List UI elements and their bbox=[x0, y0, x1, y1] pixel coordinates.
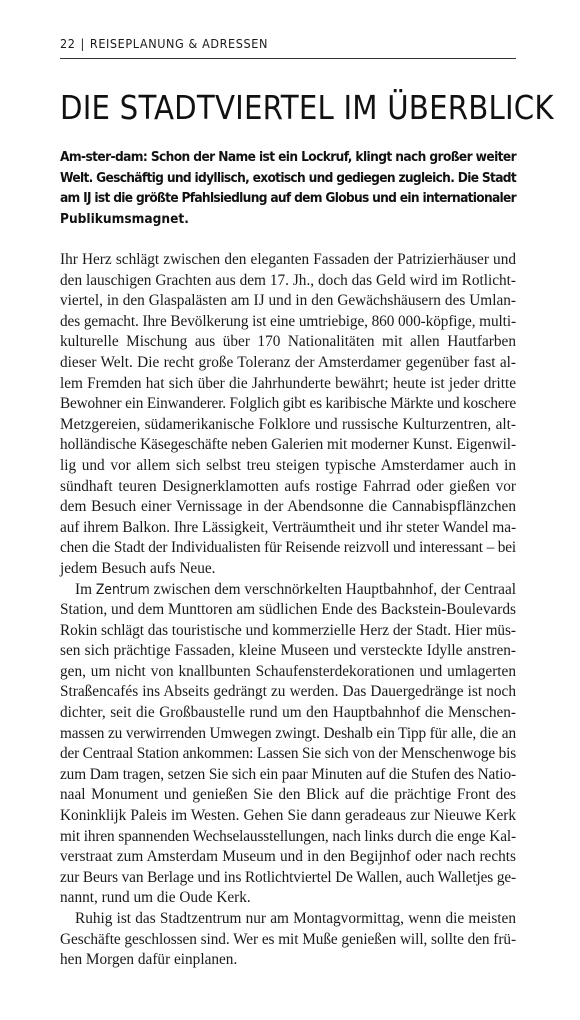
text-fragment: Im bbox=[75, 580, 96, 598]
text-line: zum Dam tragen, setzen Sie sich ein paar Minuten auf die Stufen des Natio- bbox=[60, 765, 516, 783]
text-line: Rokin schlägt das touristische und kommerzielle Herz der Stadt. Hier müs- bbox=[60, 621, 516, 639]
text-line: dieser Welt. Die recht große Toleranz der Amsterdamer gegenüber fast al- bbox=[60, 353, 516, 371]
header-separator: | bbox=[80, 36, 85, 51]
text-line: Straßencafés ins Abseits gedrängt zu werden. Das Dauergedränge ist noch bbox=[60, 683, 516, 701]
text-line: lig und vor allem sich selbst treu steigen typische Amsterdamer auch in bbox=[60, 456, 516, 474]
text-line: lem Fremden hat sich über die Jahrhunderte bewährt; heute ist jeder dritte bbox=[60, 374, 516, 392]
lead-line: Publikumsmagnet. bbox=[60, 210, 189, 227]
page-title: DIE STADTVIERTEL IM ÜBERBLICK bbox=[60, 88, 554, 127]
text-line: Geschäfte geschlossen sind. Wer es mit Muße genießen will, sollte den frü- bbox=[60, 930, 516, 948]
text-line: massen zu verwirrenden Umwegen zwingt. Deshalb ein Tipp für alle, die an bbox=[60, 724, 516, 742]
paragraph-2 bbox=[60, 580, 516, 910]
text-line: der Centraal Station ankommen: Lassen Sie sich von der Menschenwoge bis bbox=[60, 745, 516, 763]
text-line: dem Besuch einer Vernissage in der Abendsonne die Cannabispflänzchen bbox=[60, 498, 516, 516]
paragraph-1 bbox=[60, 250, 516, 580]
text-line: holländische Käsegeschäfte neben Galerien mit moderner Kunst. Eigenwil- bbox=[60, 436, 517, 454]
text-line: hen Morgen dafür einplanen. bbox=[60, 951, 238, 969]
header-rule bbox=[60, 58, 516, 59]
district-keyword: Zentrum bbox=[95, 581, 150, 598]
text-line: Ihr Herz schlägt zwischen den eleganten Fassaden der Patrizierhäuser und bbox=[60, 251, 516, 268]
text-line: naal Monument und genießen Sie den Blick auf die prächtige Front des bbox=[60, 786, 516, 804]
body-text bbox=[60, 250, 516, 971]
text-line: viertel, in den Glaspalästen am IJ und in den Gewächshäusern des Umlan- bbox=[60, 292, 516, 310]
text-line: den lauschigen Grachten aus dem 17. Jh., doch das Geld wird im Rotlicht- bbox=[60, 271, 516, 289]
text-line: nannt, rund um die Oude Kerk. bbox=[60, 889, 251, 907]
running-header bbox=[60, 36, 516, 51]
text-line: Station, und dem Munttoren am südlichen Ende des Backstein-Boulevards bbox=[60, 601, 516, 619]
lead-paragraph bbox=[60, 147, 516, 229]
text-line: mit ihren spannenden Wechselausstellungen, nach links durch die enge Kal- bbox=[60, 827, 516, 845]
lead-line: am IJ ist die größte Pfahlsiedlung auf dem Globus und ein internationaler bbox=[60, 190, 516, 206]
lead-line: Welt. Geschäftig und idyllisch, exotisch und gediegen zugleich. Die Stadt bbox=[60, 169, 516, 186]
text-line: Koninklijk Paleis im Westen. Gehen Sie dann geradeaus zur Nieuwe Kerk bbox=[60, 807, 516, 825]
lead-line: Am-ster-dam: Schon der Name ist ein Lockruf, klingt nach großer weiter bbox=[60, 149, 516, 165]
section-title: REISEPLANUNG & ADRESSEN bbox=[89, 36, 268, 51]
text-line: sündhaft teuren Designerklamotten aufs rostige Fahrrad oder gießen vor bbox=[60, 477, 516, 495]
text-line: gen, um nicht von knallbunten Schaufensterdekorationen und umlagerten bbox=[60, 662, 516, 680]
text-line bbox=[60, 580, 516, 601]
text-line: auf ihrem Balkon. Ihre Lässigkeit, Verträumtheit und ihr steter Wandel ma- bbox=[60, 518, 516, 536]
text-line: dichter, seit die Großbaustelle rund um den Hauptbahnhof die Menschen- bbox=[60, 704, 516, 722]
text-fragment: zwischen dem verschnörkelten Hauptbahnhof, der Centraal bbox=[149, 580, 516, 598]
paragraph-3 bbox=[60, 909, 516, 971]
text-line: des gemacht. Ihre Bevölkerung ist eine umtriebige, 860 000-köpfige, multi- bbox=[60, 312, 516, 330]
text-line: Bewohner ein Einwanderer. Folglich gibt es karibische Märkte und koschere bbox=[60, 395, 516, 413]
page-number: 22 bbox=[60, 36, 76, 51]
text-line: chen die Stadt der Individualisten für Reisende reizvoll und interessant – bei bbox=[60, 539, 516, 557]
text-line: sen sich prächtige Fassaden, kleine Museen und versteckte Idylle anstren- bbox=[60, 642, 516, 660]
text-line: jedem Besuch aufs Neue. bbox=[60, 559, 216, 577]
text-line: verstraat zum Amsterdam Museum und in den Begijnhof oder nach rechts bbox=[60, 848, 516, 866]
text-line: zur Beurs van Berlage und ins Rotlichtviertel De Wallen, auch Walletjes ge- bbox=[60, 868, 516, 886]
text-line: Metzgereien, südamerikanische Folklore und russische Kulturzentren, alt- bbox=[60, 415, 516, 433]
text-line: kulturelle Mischung aus über 170 Nationalitäten mit allen Hautfarben bbox=[60, 333, 516, 351]
text-line: Ruhig ist das Stadtzentrum nur am Montagvormittag, wenn die meisten bbox=[75, 910, 516, 927]
